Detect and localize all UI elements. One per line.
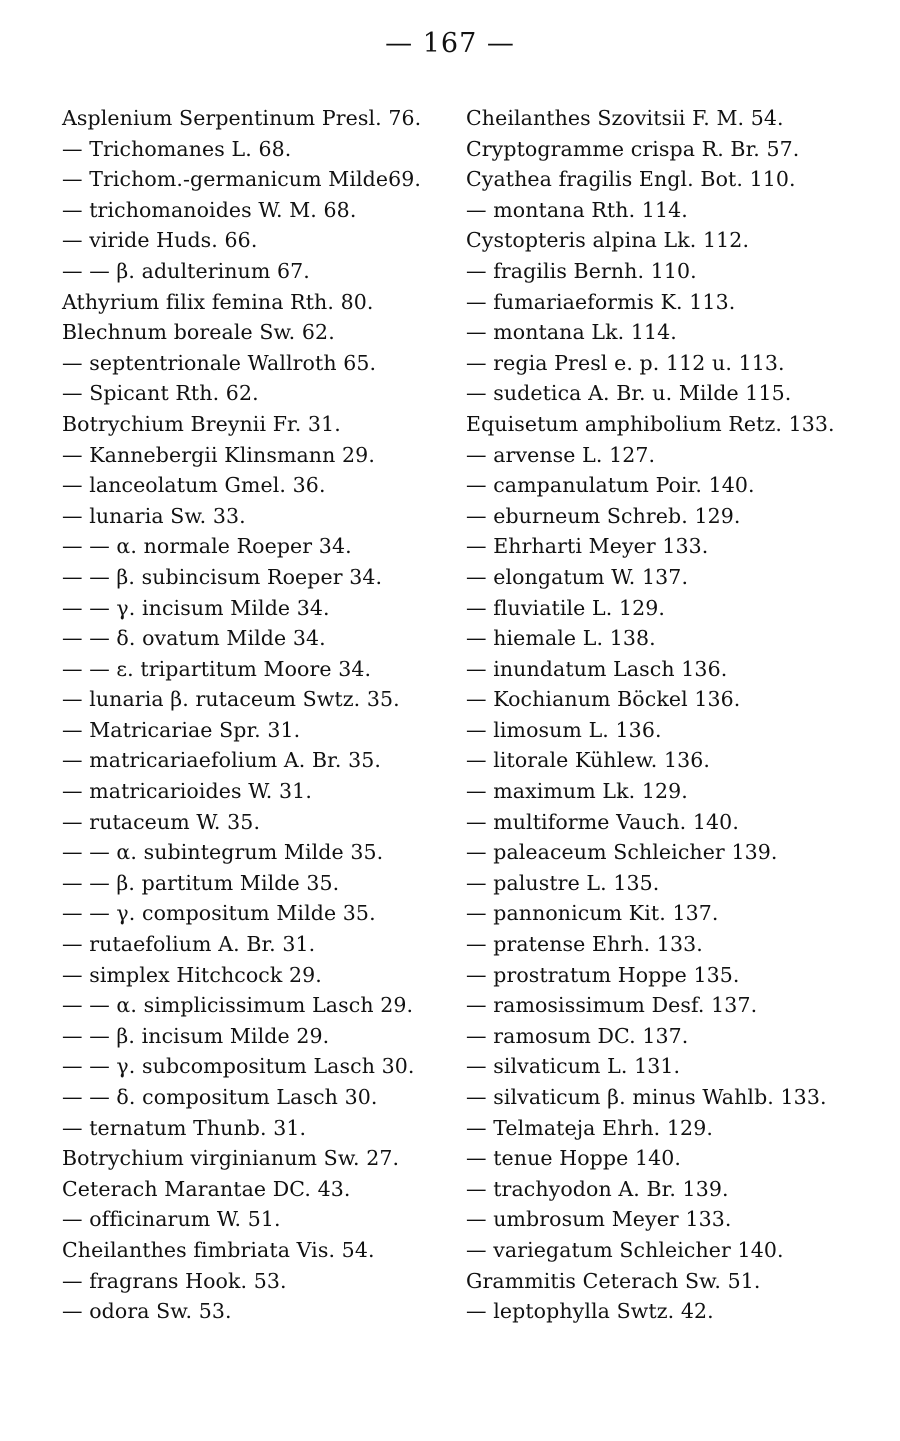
index-entry: — — γ. subcompositum Lasch 30.	[62, 1054, 415, 1079]
index-entry: Botrychium virginianum Sw. 27.	[62, 1146, 400, 1171]
index-entry: — limosum L. 136.	[466, 717, 662, 742]
index-entry: — sudetica A. Br. u. Milde 115.	[466, 381, 792, 406]
index-entry: Grammitis Ceterach Sw. 51.	[466, 1268, 761, 1293]
index-entry: — — β. partitum Milde 35.	[62, 870, 340, 895]
index-entry: — regia Presl e. p. 112 u. 113.	[466, 350, 785, 375]
index-entry: — pannonicum Kit. 137.	[466, 901, 719, 926]
index-entry: Cryptogramme crispa R. Br. 57.	[466, 136, 800, 161]
index-entry: — — α. normale Roeper 34.	[62, 534, 352, 559]
index-entry: — — δ. compositum Lasch 30.	[62, 1085, 378, 1109]
index-entry: — — β. subincisum Roeper 34.	[62, 564, 383, 589]
index-entry: — palustre L. 135.	[466, 870, 660, 895]
index-entry: — multiforme Vauch. 140.	[466, 809, 739, 834]
index-column-left	[62, 103, 447, 1327]
index-entry: — paleaceum Schleicher 139.	[466, 840, 778, 865]
index-entry: — litorale Kühlew. 136.	[466, 748, 710, 773]
index-entry: — eburneum Schreb. 129.	[466, 503, 741, 528]
index-entry: — simplex Hitchcock 29.	[62, 962, 322, 987]
index-entry: — Kannebergii Klinsmann 29.	[62, 442, 375, 467]
index-entry: — lanceolatum Gmel. 36.	[62, 473, 326, 498]
index-entry: — Trichom.-germanicum Milde69.	[62, 167, 422, 192]
index-entry: Cheilanthes Szovitsii F. M. 54.	[466, 106, 784, 130]
index-entry: Cystopteris alpina Lk. 112.	[466, 228, 750, 253]
index-entry: — Trichomanes L. 68.	[62, 136, 292, 161]
index-entry: — hiemale L. 138.	[466, 626, 656, 651]
index-entry: — Matricariae Spr. 31.	[62, 717, 301, 742]
index-entry: — silvaticum β. minus Wahlb. 133.	[466, 1085, 827, 1109]
index-entry: Botrychium Breynii Fr. 31.	[62, 411, 341, 436]
index-entry: — ramosum DC. 137.	[466, 1023, 689, 1048]
index-entry: — trachyodon A. Br. 139.	[466, 1176, 729, 1201]
index-entry: — montana Lk. 114.	[466, 320, 677, 345]
index-entry: — leptophylla Swtz. 42.	[466, 1299, 714, 1324]
index-entry: — matricarioides W. 31.	[62, 779, 312, 804]
index-entry: — — α. simplicissimum Lasch 29.	[62, 993, 414, 1018]
index-column-right	[466, 103, 866, 1327]
index-entry: — — γ. compositum Milde 35.	[62, 901, 376, 926]
index-entry: — Kochianum Böckel 136.	[466, 687, 741, 712]
index-entry: — silvaticum L. 131.	[466, 1054, 681, 1079]
index-entry: — rutaefolium A. Br. 31.	[62, 932, 316, 957]
index-entry: — rutaceum W. 35.	[62, 809, 261, 834]
index-entry: Ceterach Marantae DC. 43.	[62, 1176, 351, 1201]
index-entry: — — β. incisum Milde 29.	[62, 1023, 330, 1048]
index-entry: — variegatum Schleicher 140.	[466, 1237, 784, 1262]
index-entry: Athyrium filix femina Rth. 80.	[62, 289, 374, 314]
index-entry: — — δ. ovatum Milde 34.	[62, 626, 326, 651]
index-entry: — — ε. tripartitum Moore 34.	[62, 656, 372, 681]
index-entry: — fumariaeformis K. 113.	[466, 289, 736, 314]
index-entry: — odora Sw. 53.	[62, 1299, 232, 1324]
page-number: — 167 —	[385, 28, 515, 59]
index-entry: — pratense Ehrh. 133.	[466, 932, 703, 957]
index-entry: — fluviatile L. 129.	[466, 595, 666, 620]
index-entry: — lunaria Sw. 33.	[62, 503, 246, 528]
index-entry: — Telmateja Ehrh. 129.	[466, 1115, 713, 1140]
index-entry: — matricariaefolium A. Br. 35.	[62, 748, 381, 773]
index-entry: — Ehrharti Meyer 133.	[466, 534, 709, 559]
index-entry: — lunaria β. rutaceum Swtz. 35.	[62, 687, 400, 712]
index-entry: — Spicant Rth. 62.	[62, 381, 259, 406]
index-entry: — elongatum W. 137.	[466, 564, 689, 589]
index-entry: — inundatum Lasch 136.	[466, 656, 728, 681]
index-entry: Blechnum boreale Sw. 62.	[62, 320, 335, 345]
index-entry: — viride Huds. 66.	[62, 228, 258, 253]
index-entry: — ramosissimum Desf. 137.	[466, 993, 758, 1018]
index-entry: Cheilanthes fimbriata Vis. 54.	[62, 1237, 375, 1262]
index-entry: — officinarum W. 51.	[62, 1207, 281, 1232]
index-entry: — maximum Lk. 129.	[466, 779, 688, 804]
index-entry: — umbrosum Meyer 133.	[466, 1207, 732, 1232]
index-entry: Equisetum amphibolium Retz. 133.	[466, 411, 835, 436]
index-entry: — — α. subintegrum Milde 35.	[62, 840, 384, 865]
index-entry: — arvense L. 127.	[466, 442, 656, 467]
index-entry: — prostratum Hoppe 135.	[466, 962, 740, 987]
index-entry: Cyathea fragilis Engl. Bot. 110.	[466, 167, 796, 192]
index-entry: — trichomanoides W. M. 68.	[62, 197, 357, 222]
index-entry: — ternatum Thunb. 31.	[62, 1115, 307, 1140]
index-entry: — — β. adulterinum 67.	[62, 258, 310, 283]
index-entry: — septentrionale Wallroth 65.	[62, 350, 377, 375]
index-entry: — tenue Hoppe 140.	[466, 1146, 681, 1171]
index-entry: — fragilis Bernh. 110.	[466, 258, 697, 283]
index-entry: Asplenium Serpentinum Presl. 76.	[62, 106, 422, 130]
index-entry: — — γ. incisum Milde 34.	[62, 595, 330, 620]
index-entry: — fragrans Hook. 53.	[62, 1268, 287, 1293]
index-entry: — montana Rth. 114.	[466, 197, 688, 222]
index-entry: — campanulatum Poir. 140.	[466, 473, 755, 498]
